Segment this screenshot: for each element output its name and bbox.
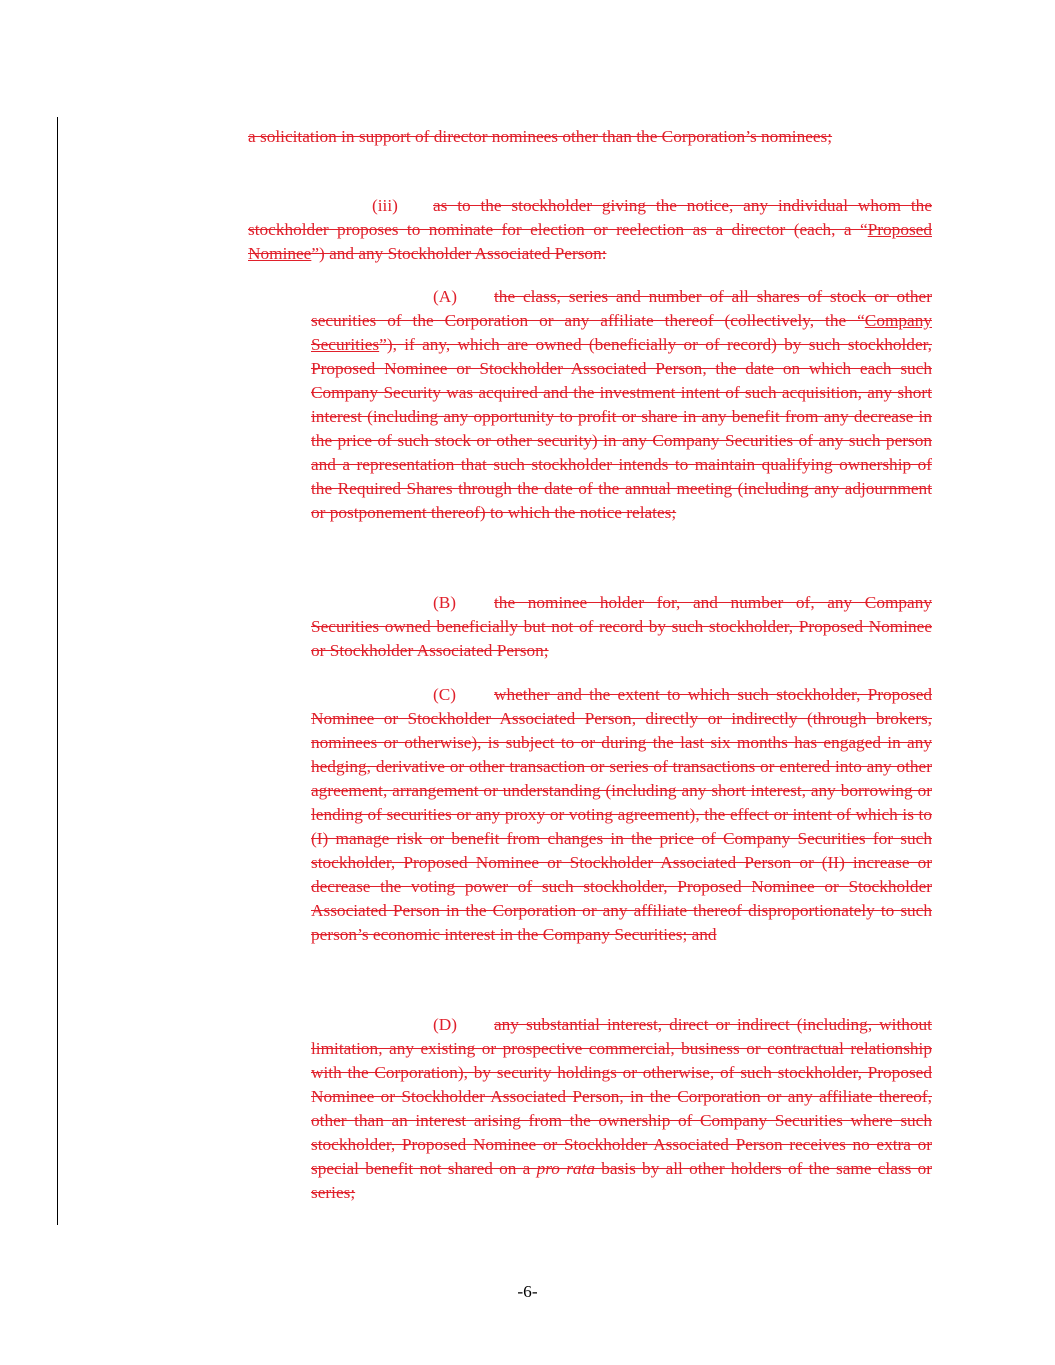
paragraph-b-text: the nominee holder for, and number of, any Company Securities owned beneficially but not of record by such stockholder, Proposed Nominee or Stockholder Associated Person; [311,593,932,660]
paragraph-c [311,683,932,947]
paragraph-b-label: (B) [433,593,457,612]
paragraph-iii-label: (iii) [372,196,398,215]
paragraph-d-label: (D) [433,1015,457,1034]
paragraph-d [311,1013,932,1205]
paragraph-iii-text-after: ”) and any Stockholder Associated Person: [311,244,607,263]
paragraph-d-text-before: any substantial interest, direct or indirect (including, without limitation, any existing or prospective commercial, business or contractual relationship with the Corporation), by security holdings or otherwise, of such stockholder, Proposed Nominee or Stockholder Associated Person, in the Corporation or any affiliate thereof, other than an interest arising from the ownership of Company Securities where such stockholder, Proposed Nominee or Stockholder Associated Person receives no extra or special benefit not shared on a [311,1015,932,1178]
paragraph-a-text-after: ”), if any, which are owned (beneficially or of record) by such stockholder, Proposed Nominee or Stockholder Associated Person, the date on which each such Company Security was acquired and the investment intent of such acquisition, any short interest (including any opportunity to profit or share in any benefit from any decrease in the price of such stock or other security) in any Company Securities of any such person and a representation that such stockholder intends to maintain qualifying ownership of the Required Shares through the date of the annual meeting (including any adjournment or postponement thereof) to which the notice relates; [311,335,932,522]
paragraph-intro [248,125,932,149]
defined-term-proposed-nominee: Proposed Nominee [248,220,932,263]
paragraph-d-italic-term: pro rata [536,1159,595,1178]
paragraph-d-text-after: basis by all other holders of the same class or series; [311,1159,932,1202]
paragraph-c-label: (C) [433,685,457,704]
paragraph-iii-text-before: as to the stockholder giving the notice, any individual whom the stockholder proposes to nominate for election or reelection as a director (each, a “ [248,196,932,239]
defined-term-company-securities: Company Securities [311,311,932,354]
paragraph-a [311,285,932,525]
revision-change-bar [57,117,58,1225]
paragraph-a-text-before: the class, series and number of all shares of stock or other securities of the Corporation or any affiliate thereof (collectively, the “ [311,287,932,330]
page-number: -6- [517,1282,538,1301]
paragraph-c-text: whether and the extent to which such stockholder, Proposed Nominee or Stockholder Associated Person, directly or indirectly (through brokers, nominees or otherwise), is subject to or during the last six months has engaged in any hedging, derivative or other transaction or series of transactions or entered into any other agreement, arrangement or understanding (including any short interest, any borrowing or lending of securities or any proxy or voting agreement), the effect or intent of which is to (I) manage risk or benefit from changes in the price of Company Securities for such stockholder, Proposed Nominee or Stockholder Associated Person or (II) increase or decrease the voting power of such stockholder, Proposed Nominee or Stockholder Associated Person in the Corporation or any affiliate thereof disproportionately to such person’s economic interest in the Company Securities; and [311,685,932,944]
paragraph-b [311,591,932,663]
paragraph-intro-text: a solicitation in support of director nominees other than the Corporation’s nominees; [248,127,833,146]
paragraph-iii [248,194,932,266]
paragraph-a-label: (A) [433,287,457,306]
